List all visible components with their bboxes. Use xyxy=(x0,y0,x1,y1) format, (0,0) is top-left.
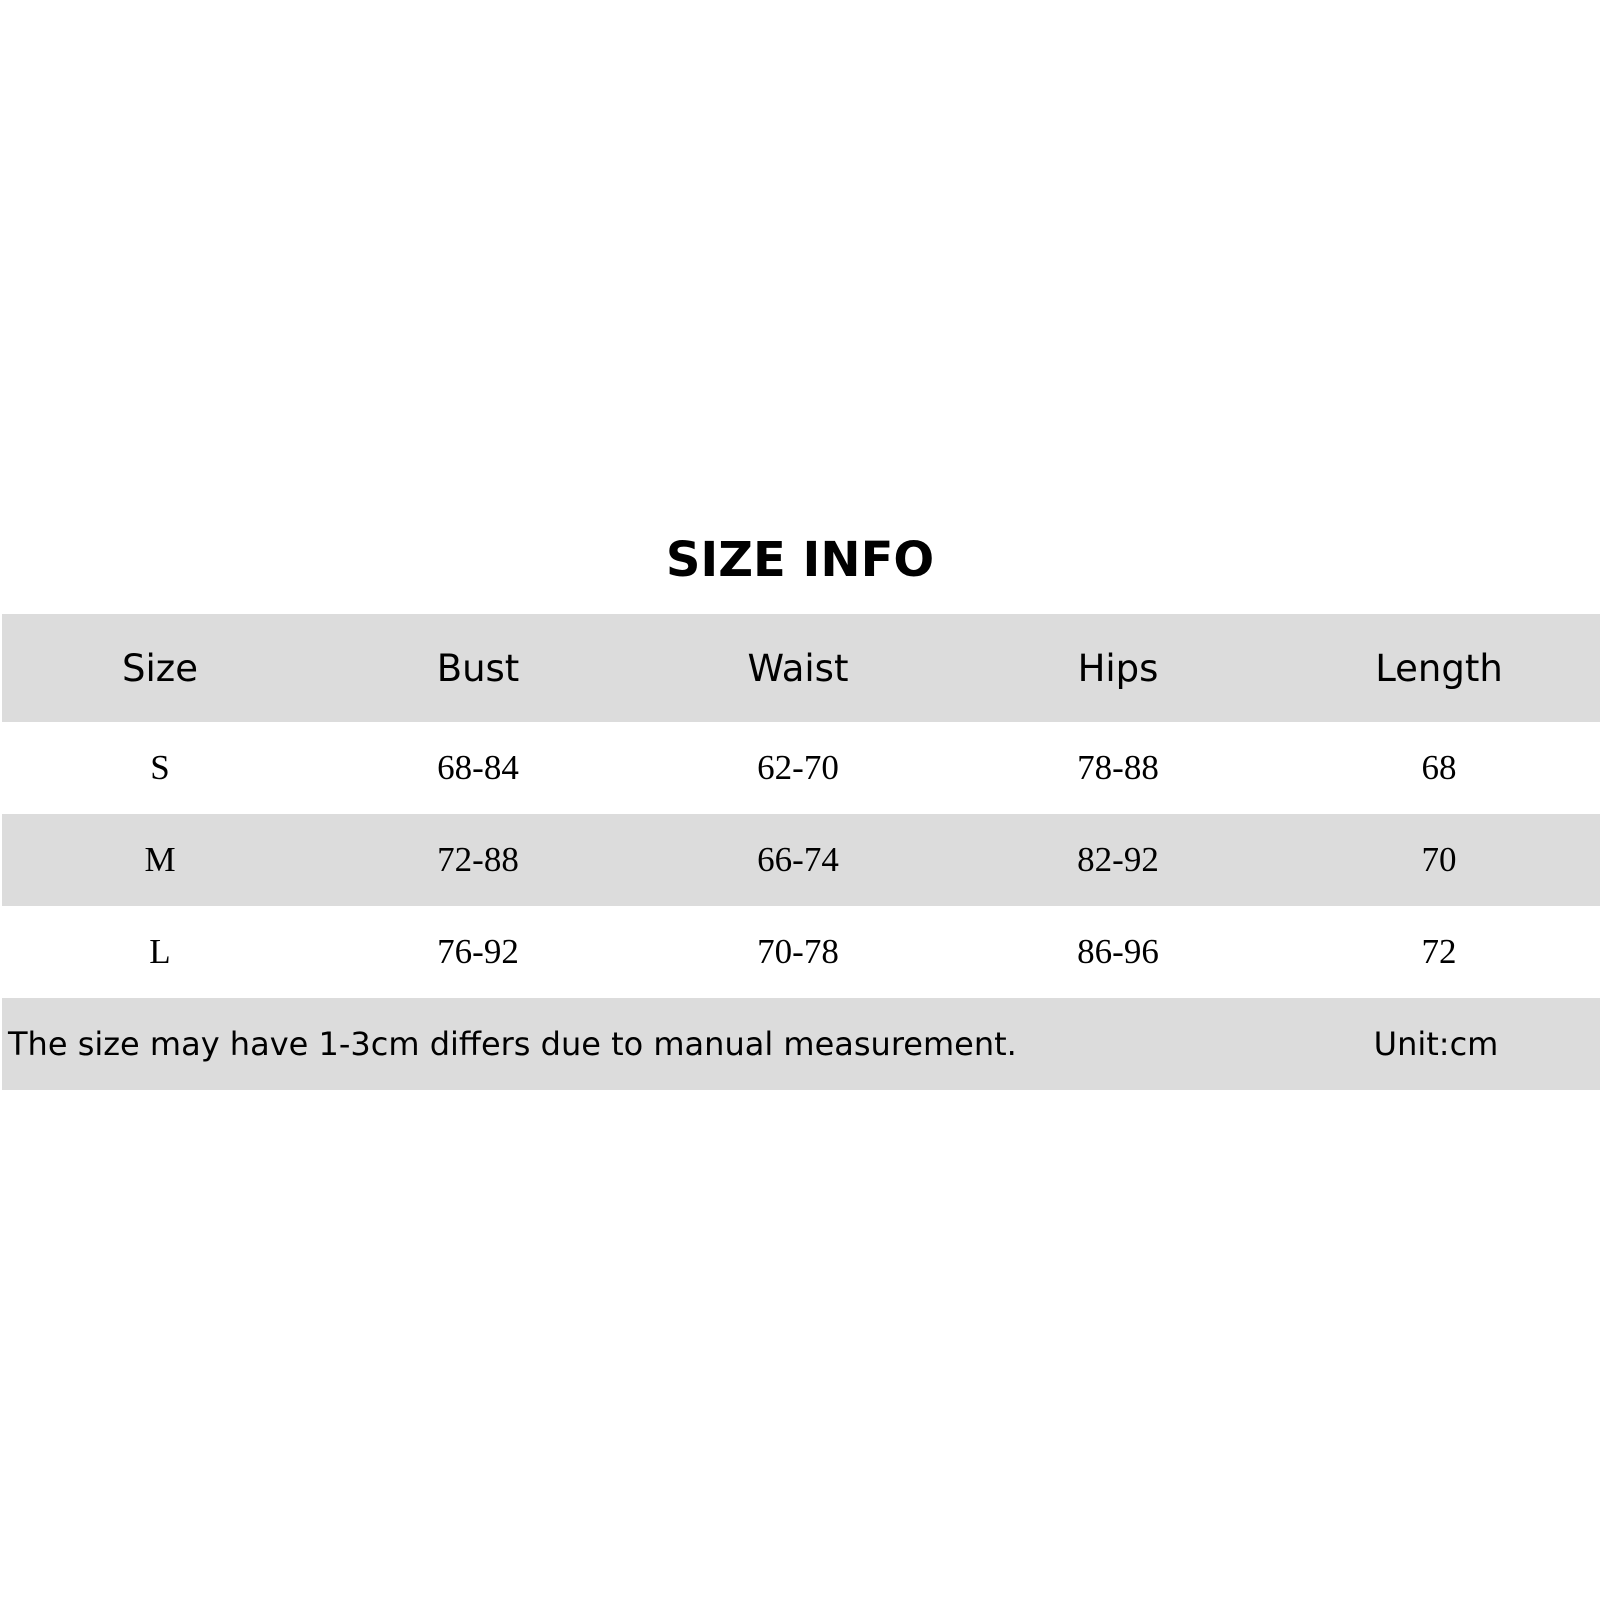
cell-length: 70 xyxy=(1421,840,1457,879)
cell-bust: 76-92 xyxy=(437,932,519,971)
cell-hips: 78-88 xyxy=(1077,748,1159,787)
header-size: Size xyxy=(122,646,198,690)
table-row-s xyxy=(2,722,1600,814)
cell-length: 72 xyxy=(1421,932,1457,971)
cell-size: L xyxy=(149,932,171,971)
unit-label: Unit:cm xyxy=(1373,1025,1499,1063)
table-footer-row xyxy=(2,998,1600,1090)
cell-size: M xyxy=(144,840,176,879)
cell-waist: 70-78 xyxy=(757,932,839,971)
size-table xyxy=(2,614,1600,1090)
table-header-row xyxy=(2,614,1600,722)
table-row-l xyxy=(2,906,1600,998)
cell-length: 68 xyxy=(1421,748,1457,787)
page-title: SIZE INFO xyxy=(665,532,935,588)
header-length: Length xyxy=(1375,646,1503,690)
header-hips: Hips xyxy=(1077,646,1159,690)
measurement-note: The size may have 1-3cm differs due to manual measurement. xyxy=(8,1025,1017,1063)
cell-waist: 62-70 xyxy=(757,748,839,787)
header-waist: Waist xyxy=(747,646,849,690)
header-bust: Bust xyxy=(436,646,520,690)
cell-hips: 82-92 xyxy=(1077,840,1159,879)
cell-hips: 86-96 xyxy=(1077,932,1159,971)
table-row-m xyxy=(2,814,1600,906)
cell-waist: 66-74 xyxy=(757,840,839,879)
cell-bust: 72-88 xyxy=(437,840,519,879)
cell-size: S xyxy=(150,748,170,787)
cell-bust: 68-84 xyxy=(437,748,519,787)
